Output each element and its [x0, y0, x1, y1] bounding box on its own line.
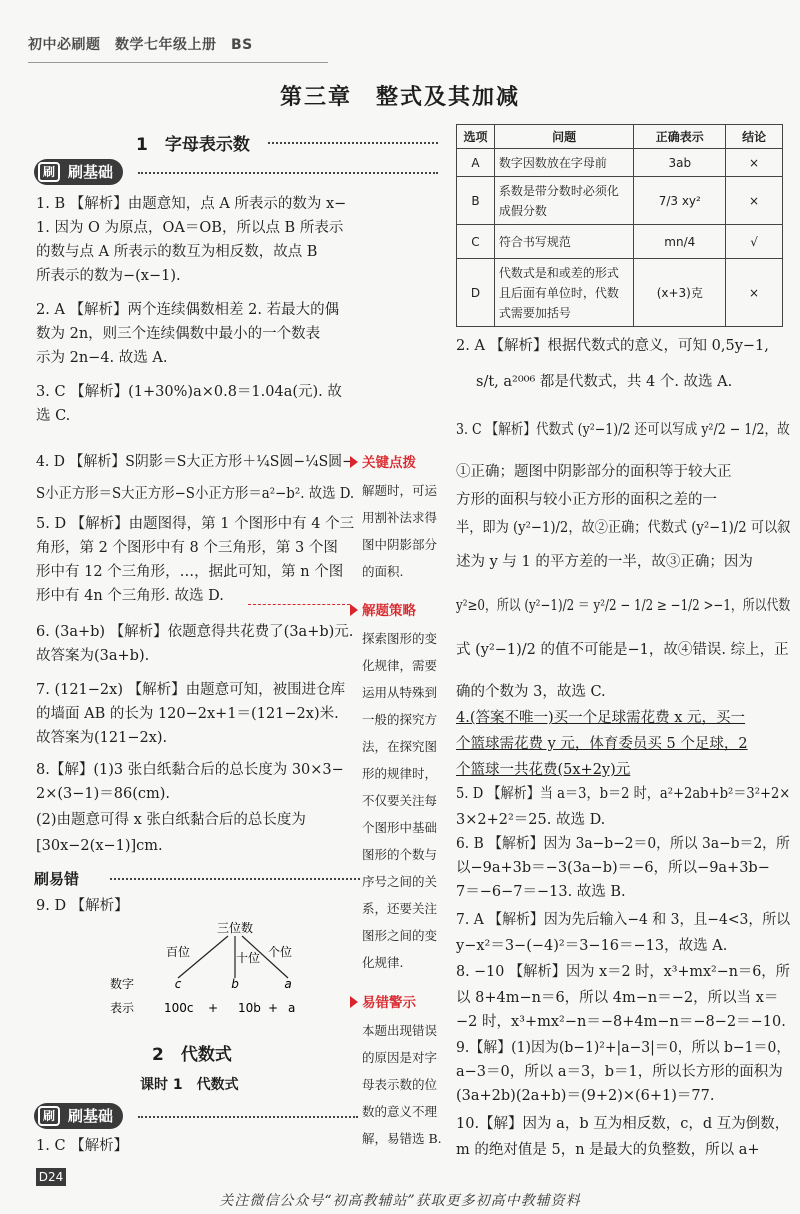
left-text-line: 2. A 【解析】两个连续偶数相差 2. 若最大的偶 — [36, 302, 340, 318]
right-text-line: 2. A 【解析】根据代数式的意义，可知 0,5y−1, — [456, 338, 769, 354]
table-cell: 数字因数放在字母前 — [494, 149, 633, 177]
side-note-line: 用割补法求得 — [362, 510, 438, 525]
left-text-line: 7. (121−2x) 【解析】由题意可知，被围进仓库 — [36, 682, 346, 698]
side-note-line: 序号之间的关 — [362, 874, 438, 889]
tree-row1-label: 数字 — [110, 977, 135, 991]
left-text-line: 1. B 【解析】由题意知，点 A 所表示的数为 x− — [36, 196, 347, 212]
left-text-line: 5. D 【解析】由题图得，第 1 个图形中有 4 个三 — [36, 516, 355, 532]
badge-basic-2 — [34, 1103, 123, 1129]
table-cell: 代数式是和或差的形式且后面有单位时，代数式需要加括号 — [494, 259, 633, 327]
badge-basic-label: 刷基础 — [68, 163, 114, 181]
options-table — [456, 124, 783, 327]
right-text-line: (3a+2b)(2a+b)＝(9+2)×(6+1)＝77. — [456, 1088, 715, 1104]
tree-branch-tens: 十位 — [235, 951, 261, 965]
side-note-line: 的面积. — [362, 564, 404, 579]
pen-icon: 刷 — [38, 1106, 60, 1126]
side-note-line: 法，在探究图 — [362, 739, 438, 754]
tree-plus-1: + — [208, 1001, 219, 1015]
section-title-2: 2 代数式 — [152, 1045, 232, 1065]
side-note-line: 的原因是对字 — [362, 1050, 438, 1065]
right-text-line: 确的个数为 3，故选 C. — [456, 684, 606, 700]
right-text-line: 3. C 【解析】代数式 (y²−1)/2 还可以写成 y²/2 − 1/2，故 — [456, 422, 790, 438]
side-note-line: 图形的个数与 — [362, 847, 438, 862]
header-rule — [28, 62, 328, 63]
left-text-line: 角形，第 2 个图形中有 8 个三角形，第 3 个图 — [36, 540, 338, 556]
side-note-line: 不仅要关注每 — [362, 793, 438, 808]
right-text-line: 述为 y 与 1 的平方差的一半，故③正确；因为 — [456, 554, 753, 570]
right-text-line: a−3＝0，所以 a＝3，b＝1，所以长方形的面积为 — [456, 1064, 783, 1080]
left-text-line: 所表示的数为−(x−1). — [36, 268, 181, 284]
right-text-line: −2 时，x³+mx²−n＝−8+4m−n＝−8−2＝−10. — [456, 1014, 786, 1030]
right-text-line: 4.(答案不唯一)买一个足球需花费 x 元，买一 — [456, 710, 746, 726]
side-note-line: 数的意义不理 — [362, 1104, 438, 1119]
left-text-line: 4. D 【解析】S阴影＝S大正方形＋¼S圆−¼S圆− — [36, 454, 354, 470]
arrow-icon — [350, 456, 358, 468]
mistake-dots — [110, 878, 360, 880]
badge-dots — [138, 172, 438, 174]
table-cell: × — [726, 259, 783, 327]
left-text-line: 故答案为(3a+b). — [36, 648, 150, 664]
left-text-line: 9. D 【解析】 — [36, 898, 129, 914]
right-text-line: 8. −10 【解析】因为 x＝2 时，x³+mx²−n＝6，所 — [456, 964, 790, 980]
side-note-line: 图中阴影部分 — [362, 537, 438, 552]
table-cell: B — [457, 177, 495, 225]
pen-icon: 刷 — [38, 162, 60, 182]
right-text-line: 半，即为 (y²−1)/2，故②正确；代数式 (y²−1)/2 可以叙 — [456, 520, 791, 536]
page-number: D24 — [36, 1168, 66, 1186]
tree-digit-c: c — [174, 977, 182, 991]
right-text-line: s/t, a²⁰⁰⁶ 都是代数式，共 4 个. 故选 A. — [476, 374, 733, 390]
place-value-diagram — [110, 920, 350, 1020]
left-text-line: [30x−2(x−1)]cm. — [36, 838, 163, 854]
table-cell: √ — [726, 225, 783, 259]
right-text-line: 6. B 【解析】因为 3a−b−2＝0，所以 3a−b＝2，所 — [456, 836, 790, 852]
tree-term-a: a — [288, 1001, 296, 1015]
left-text-line: 2×(3−1)＝86(cm). — [36, 786, 171, 802]
table-cell: 3ab — [634, 149, 726, 177]
badge-basic — [34, 159, 123, 185]
side-note-line: 一般的探究方 — [362, 712, 438, 727]
tree-root: 三位数 — [216, 921, 254, 935]
side-note-line: 母表示数的位 — [362, 1077, 438, 1092]
table-cell: × — [726, 149, 783, 177]
left-text-line: 形中有 4n 个三角形. 故选 D. — [36, 588, 224, 604]
section-title-1: 1 字母表示数 — [136, 135, 250, 155]
table-cell: (x+3)克 — [634, 259, 726, 327]
tree-branch-units: 个位 — [267, 945, 293, 959]
left-text-line: 示为 2n−4. 故选 A. — [36, 350, 168, 366]
right-text-line: 7. A 【解析】因为先后输入−4 和 3，且−4<3，所以 — [456, 912, 791, 928]
badge-basic-label: 刷基础 — [68, 1107, 114, 1125]
right-text-line: 以−9a+3b＝−3(3a−b)＝−6，所以−9a+3b− — [456, 860, 770, 876]
right-text-line: 个篮球需花费 y 元，体育委员买 5 个足球，2 — [456, 736, 748, 752]
left-text-line: 的墙面 AB 的长为 120−2x+1＝(121−2x)米. — [36, 706, 339, 722]
left-text-line: (2)由题意可得 x 张白纸黏合后的总长度为 — [36, 812, 306, 828]
table-header-cell: 问题 — [494, 125, 633, 149]
left-text-line: 形中有 12 个三角形，…，据此可知，第 n 个图 — [36, 564, 344, 580]
side-note-line: 探索图形的变 — [362, 631, 438, 646]
left-text-line: 的数与点 A 所表示的数互为相反数，故点 B — [36, 244, 318, 260]
right-text-line: 方形的面积与较小正方形的面积之差的一 — [456, 492, 717, 508]
left-text-line: 6. (3a+b) 【解析】依题意得共花费了(3a+b)元. — [36, 624, 354, 640]
side-note-line: 化规律. — [362, 955, 404, 970]
running-header: 初中必刷题 数学七年级上册 BS — [28, 37, 253, 53]
table-row — [457, 225, 783, 259]
right-text-line: y−x²＝3−(−4)²＝3−16＝−13，故选 A. — [456, 938, 728, 954]
lesson-title: 课时 1 代数式 — [140, 1077, 239, 1093]
answer-line: 1. C 【解析】 — [36, 1138, 129, 1154]
table-cell: A — [457, 149, 495, 177]
table-row — [457, 149, 783, 177]
footer-note: 关注微信公众号“初高教辅站”获取更多初高中教辅资料 — [219, 1193, 581, 1209]
table-header-cell: 正确表示 — [634, 125, 726, 149]
side-note-title: 解题策略 — [362, 603, 416, 619]
side-note-title: 关键点拨 — [362, 455, 416, 471]
right-text-line: 5. D 【解析】当 a＝3，b＝2 时，a²+2ab+b²＝3²+2× — [456, 786, 791, 802]
left-text-line: 8.【解】(1)3 张白纸黏合后的总长度为 30×3− — [36, 762, 344, 778]
badge-dots-2 — [138, 1116, 358, 1118]
right-text-line: 式 (y²−1)/2 的值不可能是−1，故④错误. 综上，正 — [456, 642, 789, 658]
right-text-line: m 的绝对值是 5，n 是最大的负整数，所以 a+ — [456, 1142, 760, 1158]
tree-digit-a: a — [284, 977, 292, 991]
right-text-line: 9.【解】(1)因为(b−1)²+|a−3|＝0，所以 b−1＝0， — [456, 1040, 791, 1056]
right-text-line: 3×2+2²＝25. 故选 D. — [456, 812, 606, 828]
side-note-line: 个图形中基础 — [362, 820, 438, 835]
side-note-line: 形的规律时， — [362, 766, 438, 781]
side-note-line: 图形之间的变 — [362, 928, 438, 943]
right-text-line: 10.【解】因为 a，b 互为相反数，c，d 互为倒数， — [456, 1116, 790, 1132]
right-text-line: 以 8+4m−n＝6，所以 4m−n＝−2，所以当 x＝ — [456, 990, 779, 1006]
tree-digit-b: b — [231, 977, 239, 991]
tree-row2-label: 表示 — [110, 1001, 135, 1015]
side-rule — [248, 604, 350, 605]
right-text-line: 个篮球一共花费(5x+2y)元 — [456, 762, 631, 778]
left-text-line: 数为 2n，则三个连续偶数中最小的一个数表 — [36, 326, 321, 342]
right-text-line: ①正确；题图中阴影部分的面积等于较大正 — [456, 464, 732, 480]
left-text-line: S小正方形＝S大正方形−S小正方形＝a²−b². 故选 D. — [36, 486, 355, 502]
side-note-line: 运用从特殊到 — [362, 685, 438, 700]
arrow-icon — [350, 996, 358, 1008]
side-note-line: 系，还要关注 — [362, 901, 438, 916]
table-header-cell: 结论 — [726, 125, 783, 149]
table-cell: 7/3 xy² — [634, 177, 726, 225]
arrow-icon — [350, 604, 358, 616]
tree-term-100c: 100c — [164, 1001, 194, 1015]
section-dots — [268, 142, 438, 144]
left-text-line: 选 C. — [36, 408, 71, 424]
left-text-line: 1. 因为 O 为原点，OA＝OB，所以点 B 所表示 — [36, 220, 344, 236]
table-cell: 符合书写规范 — [494, 225, 633, 259]
side-note-line: 化规律，需要 — [362, 658, 438, 673]
right-text-line: y²≥0，所以 (y²−1)/2 ＝ y²/2 − 1/2 ≥ −1/2 >−1，所以代数 — [456, 598, 791, 614]
tree-branch-hundreds: 百位 — [165, 945, 191, 959]
left-text-line: 故答案为(121−2x). — [36, 730, 168, 746]
table-header-cell: 选项 — [457, 125, 495, 149]
left-text-line: 3. C 【解析】(1+30%)a×0.8＝1.04a(元). 故 — [36, 384, 342, 400]
side-note-title: 易错警示 — [362, 995, 416, 1011]
table-cell: mn/4 — [634, 225, 726, 259]
right-text-line: 7＝−6−7＝−13. 故选 B. — [456, 884, 626, 900]
table-cell: × — [726, 177, 783, 225]
tree-term-10b: 10b — [238, 1001, 261, 1015]
side-note-line: 解题时，可运 — [362, 483, 438, 498]
table-cell: C — [457, 225, 495, 259]
table-row — [457, 177, 783, 225]
table-row — [457, 259, 783, 327]
side-note-line: 解，易错选 B. — [362, 1131, 442, 1146]
table-cell: 系数是带分数时必须化成假分数 — [494, 177, 633, 225]
table-cell: D — [457, 259, 495, 327]
side-note-line: 本题出现错误 — [362, 1023, 438, 1038]
tree-plus-2: + — [268, 1001, 279, 1015]
chapter-title: 第三章 整式及其加减 — [279, 85, 520, 110]
badge-mistake: 刷易错 — [34, 870, 80, 888]
